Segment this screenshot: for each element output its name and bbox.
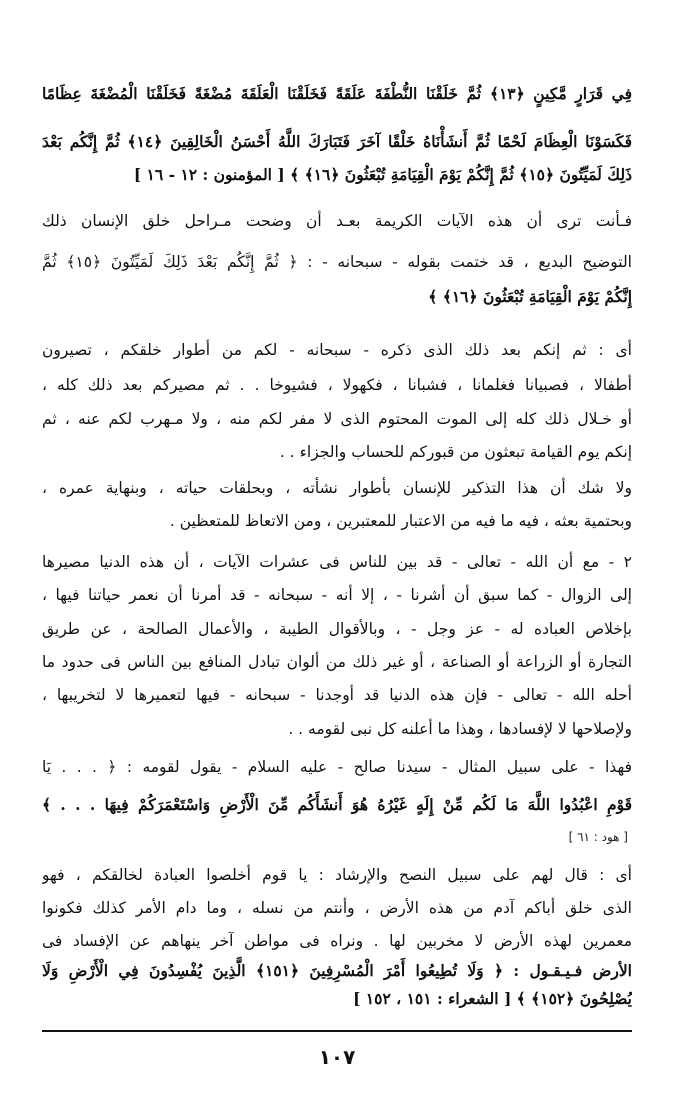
text-line: أحله الله - تعالى - فإن هذه الدنيا قد أوجدنا - سبحانه - فيها لتعميرها لا لتخريبها ، — [42, 686, 632, 704]
text-line: بإخلاص العباده له - عز وجل - ، وبالأقوال الطيبة ، والأعمال الصالحة ، عن طريق — [42, 620, 632, 638]
text-line: ٢ - مع أن الله - تعالى - قد بين للناس فى عشرات الآيات ، أن هذه الدنيا مصيرها — [42, 553, 632, 571]
text-line: إنكم يوم القيامة تبعثون من قبوركم للحساب والجزاء . . — [279, 443, 632, 461]
text-line: فَكَسَوْنَا الْعِظَامَ لَحْمًا ثُمَّ أَنشَأْنَاهُ خَلْقًا آخَرَ فَتَبَارَكَ اللَّهُ أَحْسَنُ الْخَالِقِينَ ﴿١٤﴾ ثُمَّ إِنَّكُم بَعْدَ — [42, 132, 632, 151]
text-line: فهذا - على سبيل المثال - سيدنا صالح - عليه السلام - يقول لقومه : ﴿ . . . يَا — [42, 758, 632, 776]
text-line: فـأنت ترى أن هذه الآيات الكريمة بعـد أن وضحت مـراحل خلق الإنسان ذلك — [42, 212, 632, 230]
text-line: الذى خلق أباكم آدم من هذه الأرض ، وأنتم من نسله ، وما دام الأمر كذلك فكونوا — [42, 899, 632, 917]
surah-reference: [ هود : ٦١ ] — [568, 830, 628, 844]
text-line: التوضيح البديع ، قد ختمت بقوله - سبحانه - : ﴿ ثُمَّ إِنَّكُم بَعْدَ ذَلِكَ لَمَيِّتُونَ ﴿١٥﴾ ثُمَّ — [42, 253, 632, 271]
text-line: التجارة أو الزراعة أو الصناعة ، أو غير ذلك من ألوان تبادل المنافع بين الناس فى حدود ما — [42, 653, 632, 671]
text-line: ولإصلاحها لا لإفسادها ، وهذا ما أعلنه كل نبى لقومه . . — [288, 720, 632, 738]
text-line: إلى الزوال - كما سبق أن أشرنا - ، إلا أنه - سبحانه - قد أمرنا أن نعمر حياتنا فيها ، — [42, 586, 632, 604]
text-line: أطفالا ، فصبيانا فغلمانا ، فشبانا ، فكهولا ، فشيوخا . . ثم مصيركم بعد ذلك كله ، — [42, 376, 632, 394]
footer-rule — [42, 1030, 632, 1032]
document-page — [42, 0, 632, 1101]
page-number: ١٠٧ — [318, 1045, 356, 1069]
text-line: يُصْلِحُونَ ﴿١٥٢﴾ ﴾ [ الشعراء : ١٥١ ، ١٥٢ ] — [353, 989, 632, 1008]
text-line: الأرض فـيـقـول : ﴿ وَلَا تُطِيعُوا أَمْرَ الْمُسْرِفِينَ ﴿١٥١﴾ الَّذِينَ يُفْسِدُونَ فِي الْأَرْضِ وَلَا — [42, 961, 632, 980]
text-line: ولا شك أن هذا التذكير للإنسان بأطوار نشأته ، وبحلقات حياته ، وبنهاية عمره ، — [42, 479, 632, 497]
text-line: إِنَّكُمْ يَوْمَ الْقِيَامَةِ تُبْعَثُونَ ﴿١٦﴾ ﴾ — [428, 287, 632, 306]
text-line: قَوْمِ اعْبُدُوا اللَّهَ مَا لَكُم مِّنْ إِلَهٍ غَيْرُهُ هُوَ أَنشَأَكُم مِّنَ الْأَرْضِ وَاسْتَعْمَرَكُمْ فِيهَا . . . ﴾ — [42, 795, 632, 814]
text-line: وبحتمية بعثه ، فيه ما فيه من الاعتبار للمعتبرين ، ومن الاتعاظ للمتعظين . — [169, 512, 632, 530]
text-line: أى : قال لهم على سبيل النصح والإرشاد : يا قوم أخلصوا العبادة لخالقكم ، فهو — [42, 866, 632, 884]
text-line: ذَلِكَ لَمَيِّتُونَ ﴿١٥﴾ ثُمَّ إِنَّكُمْ يَوْمَ الْقِيَامَةِ تُبْعَثُونَ ﴿١٦﴾ ﴾ [ المؤمنون : ١٢ - ١٦ ] — [133, 165, 632, 184]
text-line: فِي قَرَارٍ مَّكِينٍ ﴿١٣﴾ ثُمَّ خَلَقْنَا النُّطْفَةَ عَلَقَةً فَخَلَقْنَا الْعَلَقَةَ مُضْغَةً فَخَلَقْنَا الْمُضْغَةَ عِظَامًا — [42, 84, 632, 103]
text-line: أو خـلال ذلك كله إلى الموت المحتوم الذى لا مفر لكم منه ، ولا مـهرب لكم عنه ، ثم — [42, 410, 632, 428]
text-line: معمرين لهذه الأرض لا مخربين لها . ونراه فى مواطن آخر ينهاهم عن الإفساد فى — [42, 932, 632, 950]
text-line: أى : ثم إنكم بعد ذلك الذى ذكره - سبحانه - لكم من أطوار خلقكم ، تصيرون — [42, 341, 632, 359]
